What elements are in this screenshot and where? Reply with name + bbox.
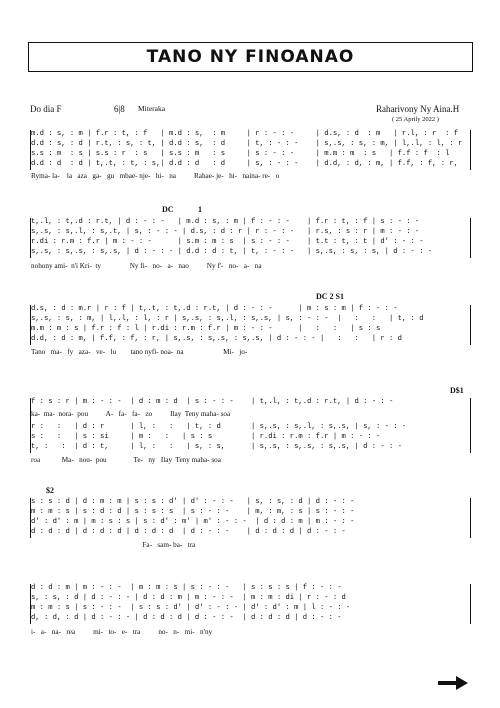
system-6-lyrics: i- a- na- rea mi- to- e- tra no- n- mi- n'ny [31,628,213,636]
system-5-bass: d : d : d | d : d : d | d : d : d | d : - : - | d : d : d | d : - : - [31,528,346,536]
volta-1-marker: 1 [198,205,202,214]
system-6-bass: d, : d, : d | d : - : - | d : d : d | d : - : - | d : d : d | d : - : - [31,614,342,622]
system-1-alto: d.d : s, : d | r.t, : s, : t, | d.d : s, : d | t, : - : - | s,.s, : s, : m, | l,.l, : l, : r [31,140,463,148]
dc2-s1-marker: DC 2 S1 [316,292,345,301]
system-3-lyrics: Tano ma- fy aza- ve- lu tano nyfi- noa- na Mi- jo- [31,348,248,356]
composer-name: Raharivony Ny Aina.H [376,104,460,114]
system-6-start-bar [30,584,31,624]
time-signature: 6|8 [114,104,125,114]
system-1-tenor: s.s : m : s | s.s : r : s | s.s : m : s | s : - : - | m.m : m : s | f.f : f : l [31,150,450,158]
ds1-marker: D$1 [450,386,464,395]
system-2-alto: s,.s, : s,.l, : s,.t, | s, : - : - | d.s, : d : r | r : - : - | r.s, : s : r | m : - : - [31,228,420,236]
title-box [28,42,473,72]
next-page-arrow-icon[interactable] [438,676,468,690]
system-3-soprano: d.s, : d : m.r | r : f | t,.t, : t,.d : r.t, | d : - : - | m : s : m | f : - : - [31,305,398,313]
system-6-end-bar [470,584,471,624]
system-2-lyrics: nohony ami- n'i Kri- ty Ny fi- no- a- nao Ny f'- no- a- na [31,262,262,270]
key-signature: Do dia F [30,104,62,114]
system-5-lyrics: Fa- sam- ba- tra [31,541,196,549]
system-6-tenor: m : m : s | s : - : - | s : s : d' | d' : - : - | d' : d' : m | l : - : - [31,604,351,612]
system-1-bass: d.d : d : d | t,.t, : t, : s,| d.d : d : d | s, : - : - | d.d, : d, : m, | f.f, : f, : r, [31,160,459,168]
system-1-lyrics: Ryma- la- la aza ga- gu mbae- nje- hi- na Rahae- je- hi- naina- re- o [31,172,280,180]
tempo-marking: Miteraka [138,104,166,113]
system-2-end-bar [470,218,471,258]
system-3-bass: d.d, : d : m, | f.f, : f, : r, | s,.s, : s,.s, : s,.s, | d : - : - | : : | r : d [31,335,402,343]
system-4-alto: r : : | d : r | l, : : | t, : d | s,.s, : s,.l, : s,.s, | s, : - : - [31,423,407,431]
system-4-soprano: f : s : r | m : - : - | d : m : d | s : - : - | t,.l, : t,.d : r.t, | d : - : - [31,398,394,406]
system-3-tenor: m.m : m : s | f.r : f : l | r.di : r.m : f.r | m : - : - | : : | s : s [31,325,381,333]
system-5-start-bar [30,498,31,538]
system-6-alto: s, : s, : d | d : - : - | d : d : m | m : - : - | m : m : di | r : - : d [31,594,346,602]
system-6-soprano: d : d : m | m : - : - | m : m : s | s : - : - | s : s : s | f : - : - [31,584,342,592]
system-3-end-bar [470,305,471,345]
system-4-start-bar [30,398,31,453]
system-2-tenor: r.di : r.m : f.r | m : - : - | s.m : m : s | s : - : - | t.t : t, : t | d' : - : - [31,238,424,246]
system-1-end-bar [470,130,471,170]
system-4-lyrics-1: ka- ma- nora- pou A- fa- fa- zo Ilay Teny maha- soa [31,410,231,418]
system-2-start-bar [30,218,31,258]
composition-date: ( 25 Aprily 2022 ) [392,116,439,123]
system-5-tenor: d' : d' : m | m : s : s | s : d' : m' | m' : - : - | d : d : m | m : - : - [31,518,355,526]
s2-marker: $2 [46,486,54,495]
system-4-end-bar [470,398,471,453]
system-4-lyrics-2: roa Ma- nou- pou Te- ny Ilay Teny maha- soa [31,456,221,464]
system-2-bass: s,.s, : s,.s, : s,.s, | d : - : - | d.d : d : t, | t, : - : - | s,.s, : s, : s, | d : - : - [31,248,433,256]
system-4-bass: t, : : | d : t, | l, : : | s, : s, | s,.s, : s,.s, : s,.s, | d : - : - [31,443,402,451]
system-1-soprano: m.d : s, : m | f.r : t, : f | m.d : s, : m | r : - : - | d.s, : d : m | r.l, : r : f [31,130,459,138]
system-3-start-bar [30,305,31,345]
dc-marker: DC [162,205,174,214]
system-5-soprano: s : s : d | d : m : m | s : s : d' | d' : - : - | s, : s, : d | d : - : - [31,498,355,506]
system-5-alto: m : m : s | s : d : d | s : s : s | s : - : - | m, : m, : s | s : - : - [31,508,355,516]
system-4-tenor: s : : | s : si | m : : | s : s | r.di : r.m : f.r | m : - : - [31,433,381,441]
song-title: TANO NY FINOANAO [146,47,355,67]
system-2-soprano: t,.l, : t,.d : r.t, | d : - : - | m.d : s, : m | f : - : - | f.r : t, : f | s : - : - [31,218,420,226]
system-3-alto: s,.s, : s, : m, | l,.l, : l, : r | s,.s, : s,.l, : s,.s, | s, : - : - | : : | t, : d [31,315,424,323]
system-1-start-bar [30,130,31,170]
system-5-end-bar [470,498,471,538]
